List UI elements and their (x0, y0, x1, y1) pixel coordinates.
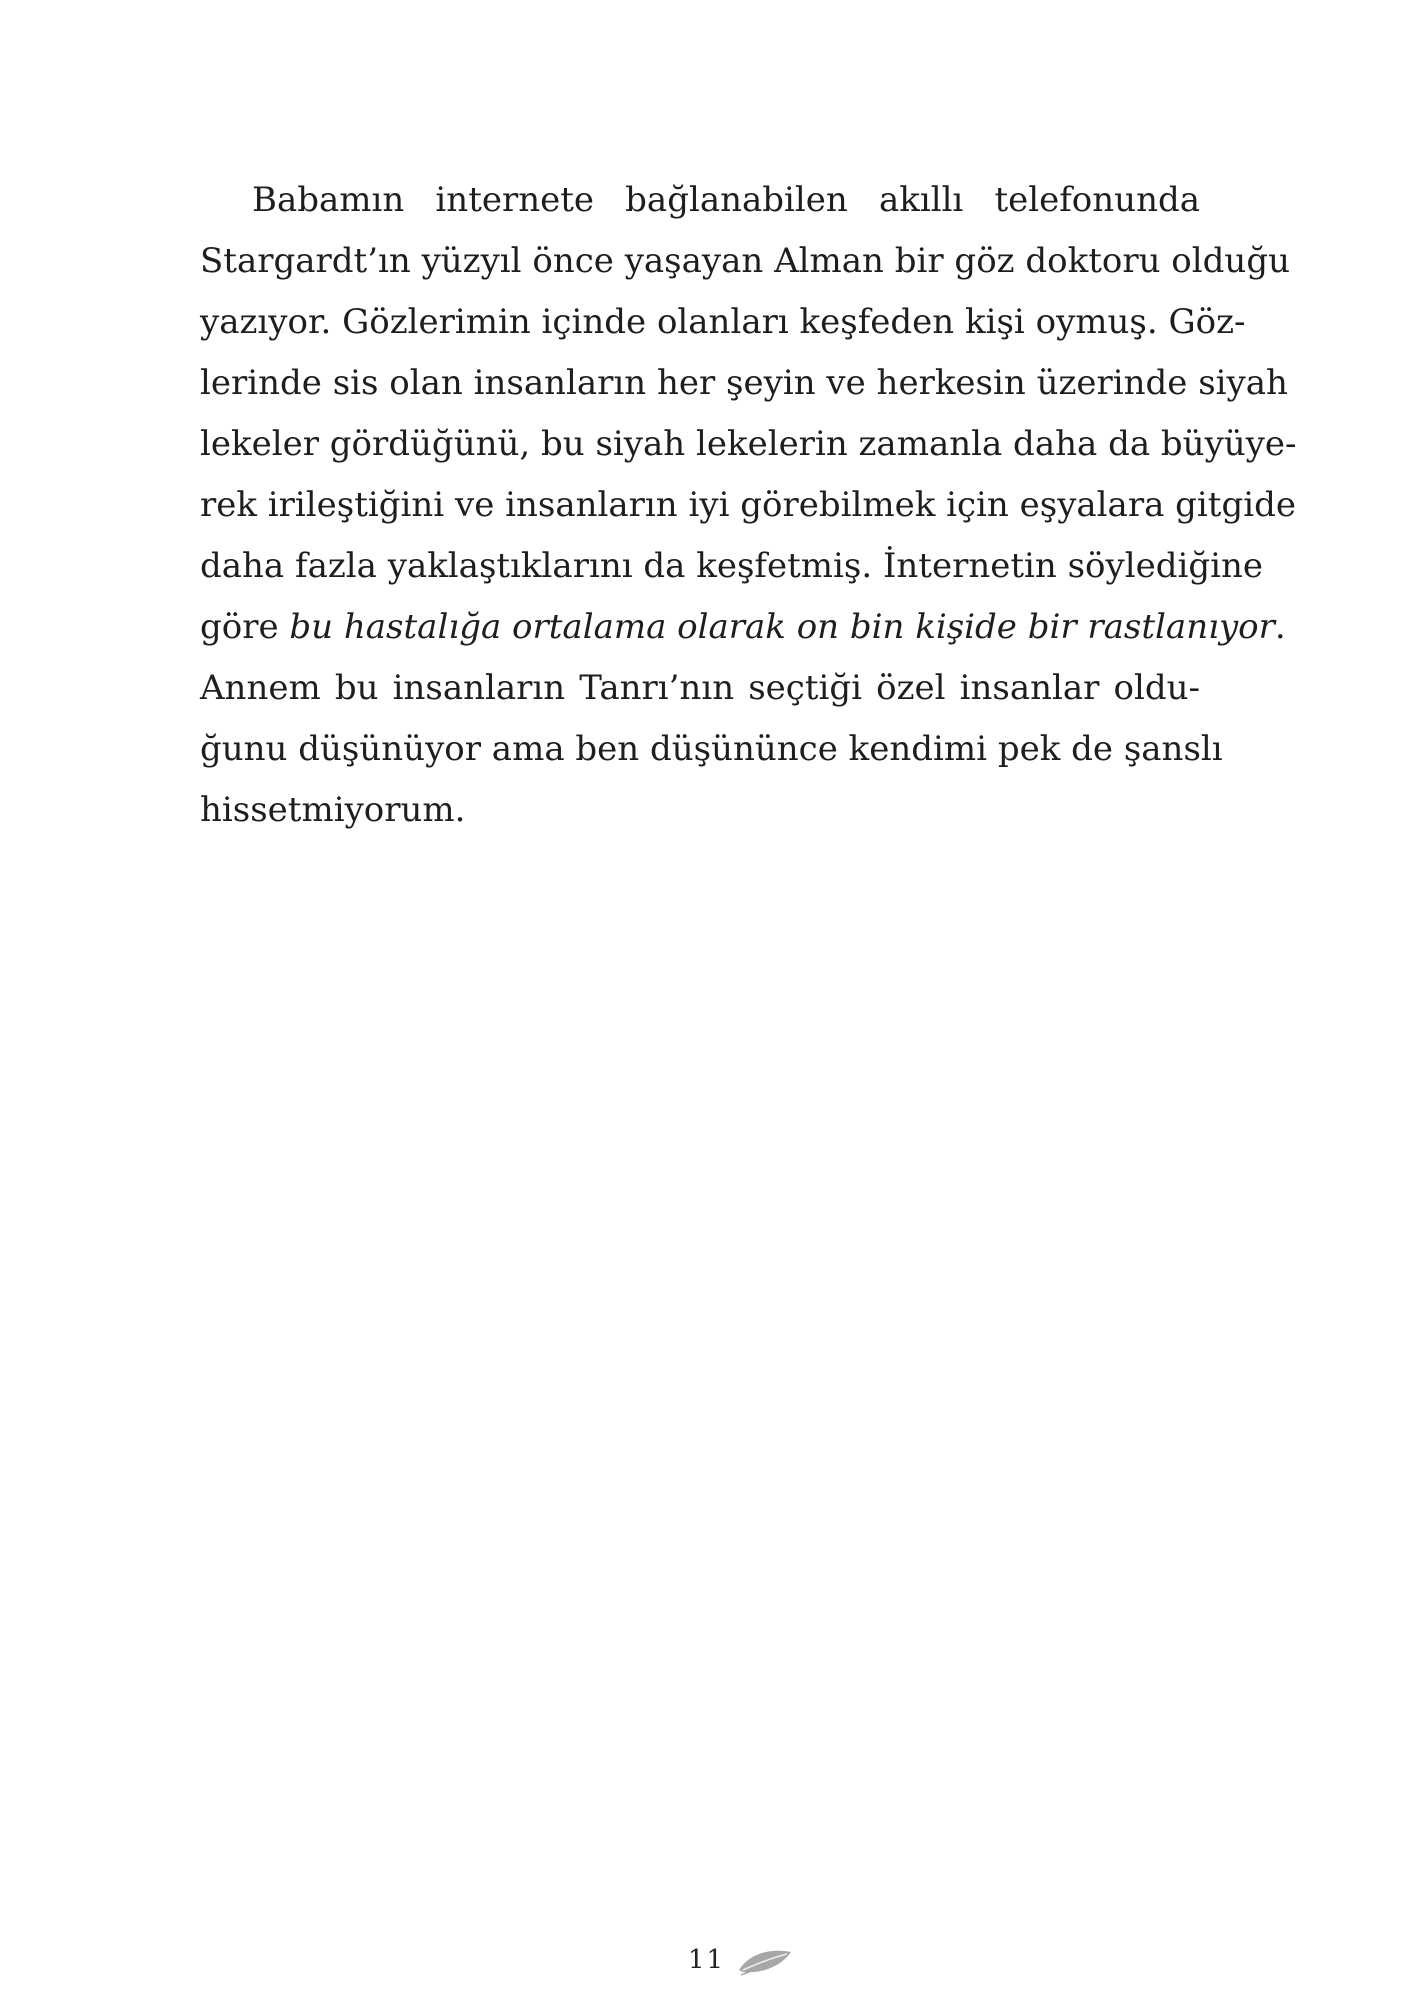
text-line-8-suffix: . (1274, 607, 1286, 647)
text-line-1: Babamın internete bağlanabilen akıllı telefonunda (252, 180, 1200, 220)
text-line-8-prefix: göre (200, 607, 290, 647)
text-line-8 (200, 597, 1286, 658)
text-line-7: daha fazla yaklaştıklarını da keşfetmiş. İnternetin söylediğine (200, 546, 1263, 586)
page-footer (0, 1940, 1414, 1980)
text-line-10: ğunu düşünüyor ama ben düşününce kendimi pek de şanslı (200, 729, 1223, 769)
text-line-6: rek irileştiğini ve insanların iyi görebilmek için eşyalara gitgide (200, 485, 1296, 525)
body-paragraph (200, 170, 1297, 841)
text-line-2: Stargardt’ın yüzyıl önce yaşayan Alman bir göz doktoru olduğu (200, 241, 1290, 281)
page-number: 11 (688, 1945, 726, 1975)
text-line-4: lerinde sis olan insanların her şeyin ve herkesin üzerinde siyah (200, 363, 1288, 403)
emphasized-quote: bu hastalığa ortalama olarak on bin kişide bir rastlanıyor (289, 607, 1275, 647)
text-line-11: hissetmiyorum. (200, 790, 466, 830)
text-line-9: Annem bu insanların Tanrı’nın seçtiği özel insanlar oldu- (200, 668, 1200, 708)
leaf-ornament-icon (735, 1946, 795, 1976)
text-line-3: yazıyor. Gözlerimin içinde olanları keşfeden kişi oymuş. Göz- (200, 302, 1246, 342)
text-line-5: lekeler gördüğünü, bu siyah lekelerin zamanla daha da büyüye- (200, 424, 1297, 464)
